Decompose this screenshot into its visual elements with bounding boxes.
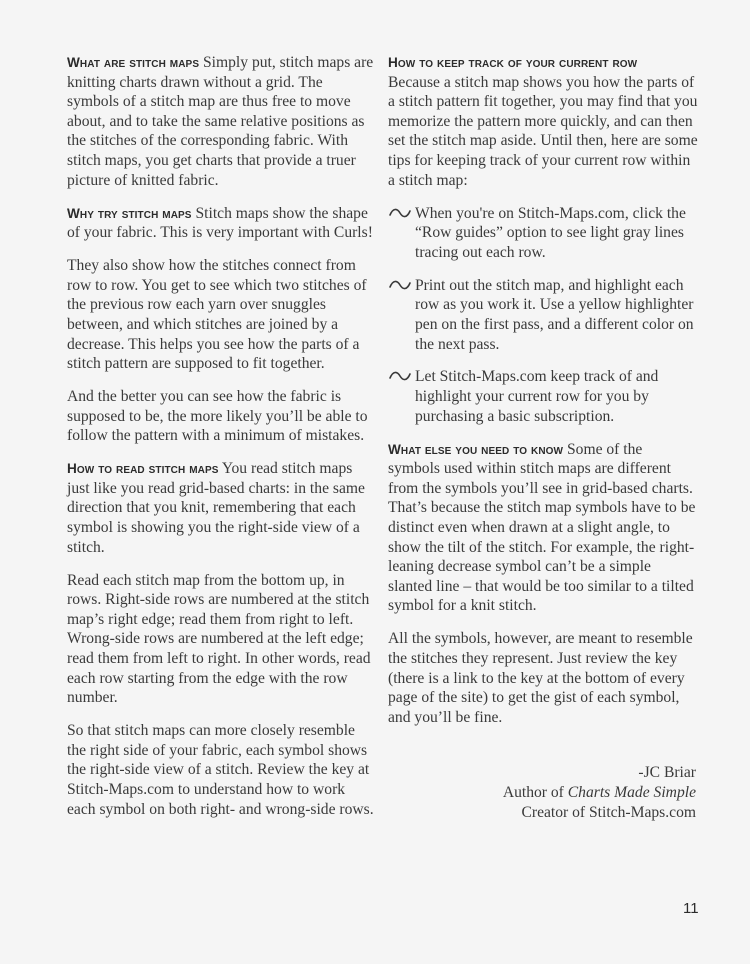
what-are-section xyxy=(67,53,375,190)
keep-track-heading: How to keep track of your current row xyxy=(388,55,638,70)
tilde-bullet-icon xyxy=(388,368,412,384)
keep-track-body: Because a stitch map shows you how the parts of a stitch pattern fit together, you may find that you memorize the pattern more quickly, and can then set the stitch map aside. Until then, here are some tips for keeping track of your current row within a stitch map: xyxy=(388,73,698,189)
signature-author-line xyxy=(388,783,696,803)
tip-print-highlight xyxy=(388,276,698,354)
what-else-section xyxy=(388,440,698,616)
tip-text: Print out the stitch map, and highlight each row as you work it. Use a yellow highlighter pen on the first pass, and a different color on the next pass. xyxy=(415,276,694,353)
right-column xyxy=(388,53,698,822)
how-to-read-body: You read stitch maps just like you read grid-based charts: in the same direction that you knit, remembering that each symbol is showing you the right-side view of a stitch. xyxy=(67,460,365,556)
how-to-read-paragraph-2: Read each stitch map from the bottom up, in rows. Right-side rows are numbered at the stitch map’s right edge; read them from right to left. Wrong-side rows are numbered at the left edge; read them from left to right. In other words, read each row starting from the edge with the row number. xyxy=(67,571,371,707)
tilde-bullet-icon xyxy=(388,277,412,293)
what-else-body: Some of the symbols used within stitch maps are different from the symbols you’ll see in grid-based charts. That’s because the stitch map symbols have to be distinct even when drawn at a slight angle, to show the tilt of the stitch. For example, the right-leaning decrease symbol can’t be a simple slanted line – that would be too similar to a tilted symbol for a knit stitch. xyxy=(388,440,696,615)
what-else-paragraph-2: All the symbols, however, are meant to resemble the stitches they represent. Just review the key (there is a link to the key at the bottom of every page of the site) to get the gist of each symbol, and you’ll be fine. xyxy=(388,630,693,726)
signature-creator-line: Creator of Stitch-Maps.com xyxy=(521,803,696,821)
tip-row-guides xyxy=(388,204,698,263)
tip-text: Let Stitch-Maps.com keep track of and highlight your current row for you by purchasing a basic subscription. xyxy=(415,368,659,425)
how-to-read-section xyxy=(67,459,375,557)
page-number: 11 xyxy=(683,900,699,917)
tilde-bullet-icon xyxy=(388,205,412,221)
why-try-heading: Why try stitch maps xyxy=(67,205,192,221)
what-are-heading: What are stitch maps xyxy=(67,55,200,70)
why-try-paragraph-2: They also show how the stitches connect from row to row. You get to see which two stitches of the previous row each yarn over snuggles between, and which stitches are joined by a decrease. This helps you see how the parts of a stitch pattern are supposed to fit together. xyxy=(67,257,367,373)
keep-track-section xyxy=(388,53,698,190)
how-to-read-heading: How to read stitch maps xyxy=(67,461,219,477)
why-try-body: Stitch maps show the shape of your fabric. This is very important with Curls! xyxy=(67,204,373,242)
what-are-body: Simply put, stitch maps are knitting charts drawn without a grid. The symbols of a stitch map are thus free to move about, and to take the same relative positions as the stitches of the corresponding fabric. With stitch maps, you get charts that provide a truer picture of knitted fabric. xyxy=(67,54,374,189)
what-else-heading: What else you need to know xyxy=(388,441,564,457)
book-title: Charts Made Simple xyxy=(567,783,696,801)
why-try-paragraph-3: And the better you can see how the fabric is supposed to be, the more likely you’ll be able to follow the pattern with a minimum of mistakes. xyxy=(67,388,368,445)
signature xyxy=(388,763,696,822)
author-prefix: Author of xyxy=(502,783,568,801)
tip-text: When you're on Stitch-Maps.com, click the “Row guides” option to see light gray lines tracing out each row. xyxy=(415,204,686,261)
tip-subscription xyxy=(388,367,698,426)
how-to-read-paragraph-3: So that stitch maps can more closely resemble the right side of your fabric, each symbol shows the right-side view of a stitch. Review the key at Stitch-Maps.com to understand how to work each symbol on both right- and wrong-side rows. xyxy=(67,722,374,818)
why-try-section xyxy=(67,204,375,243)
signature-name: -JC Briar xyxy=(638,764,696,782)
left-column xyxy=(67,53,375,833)
